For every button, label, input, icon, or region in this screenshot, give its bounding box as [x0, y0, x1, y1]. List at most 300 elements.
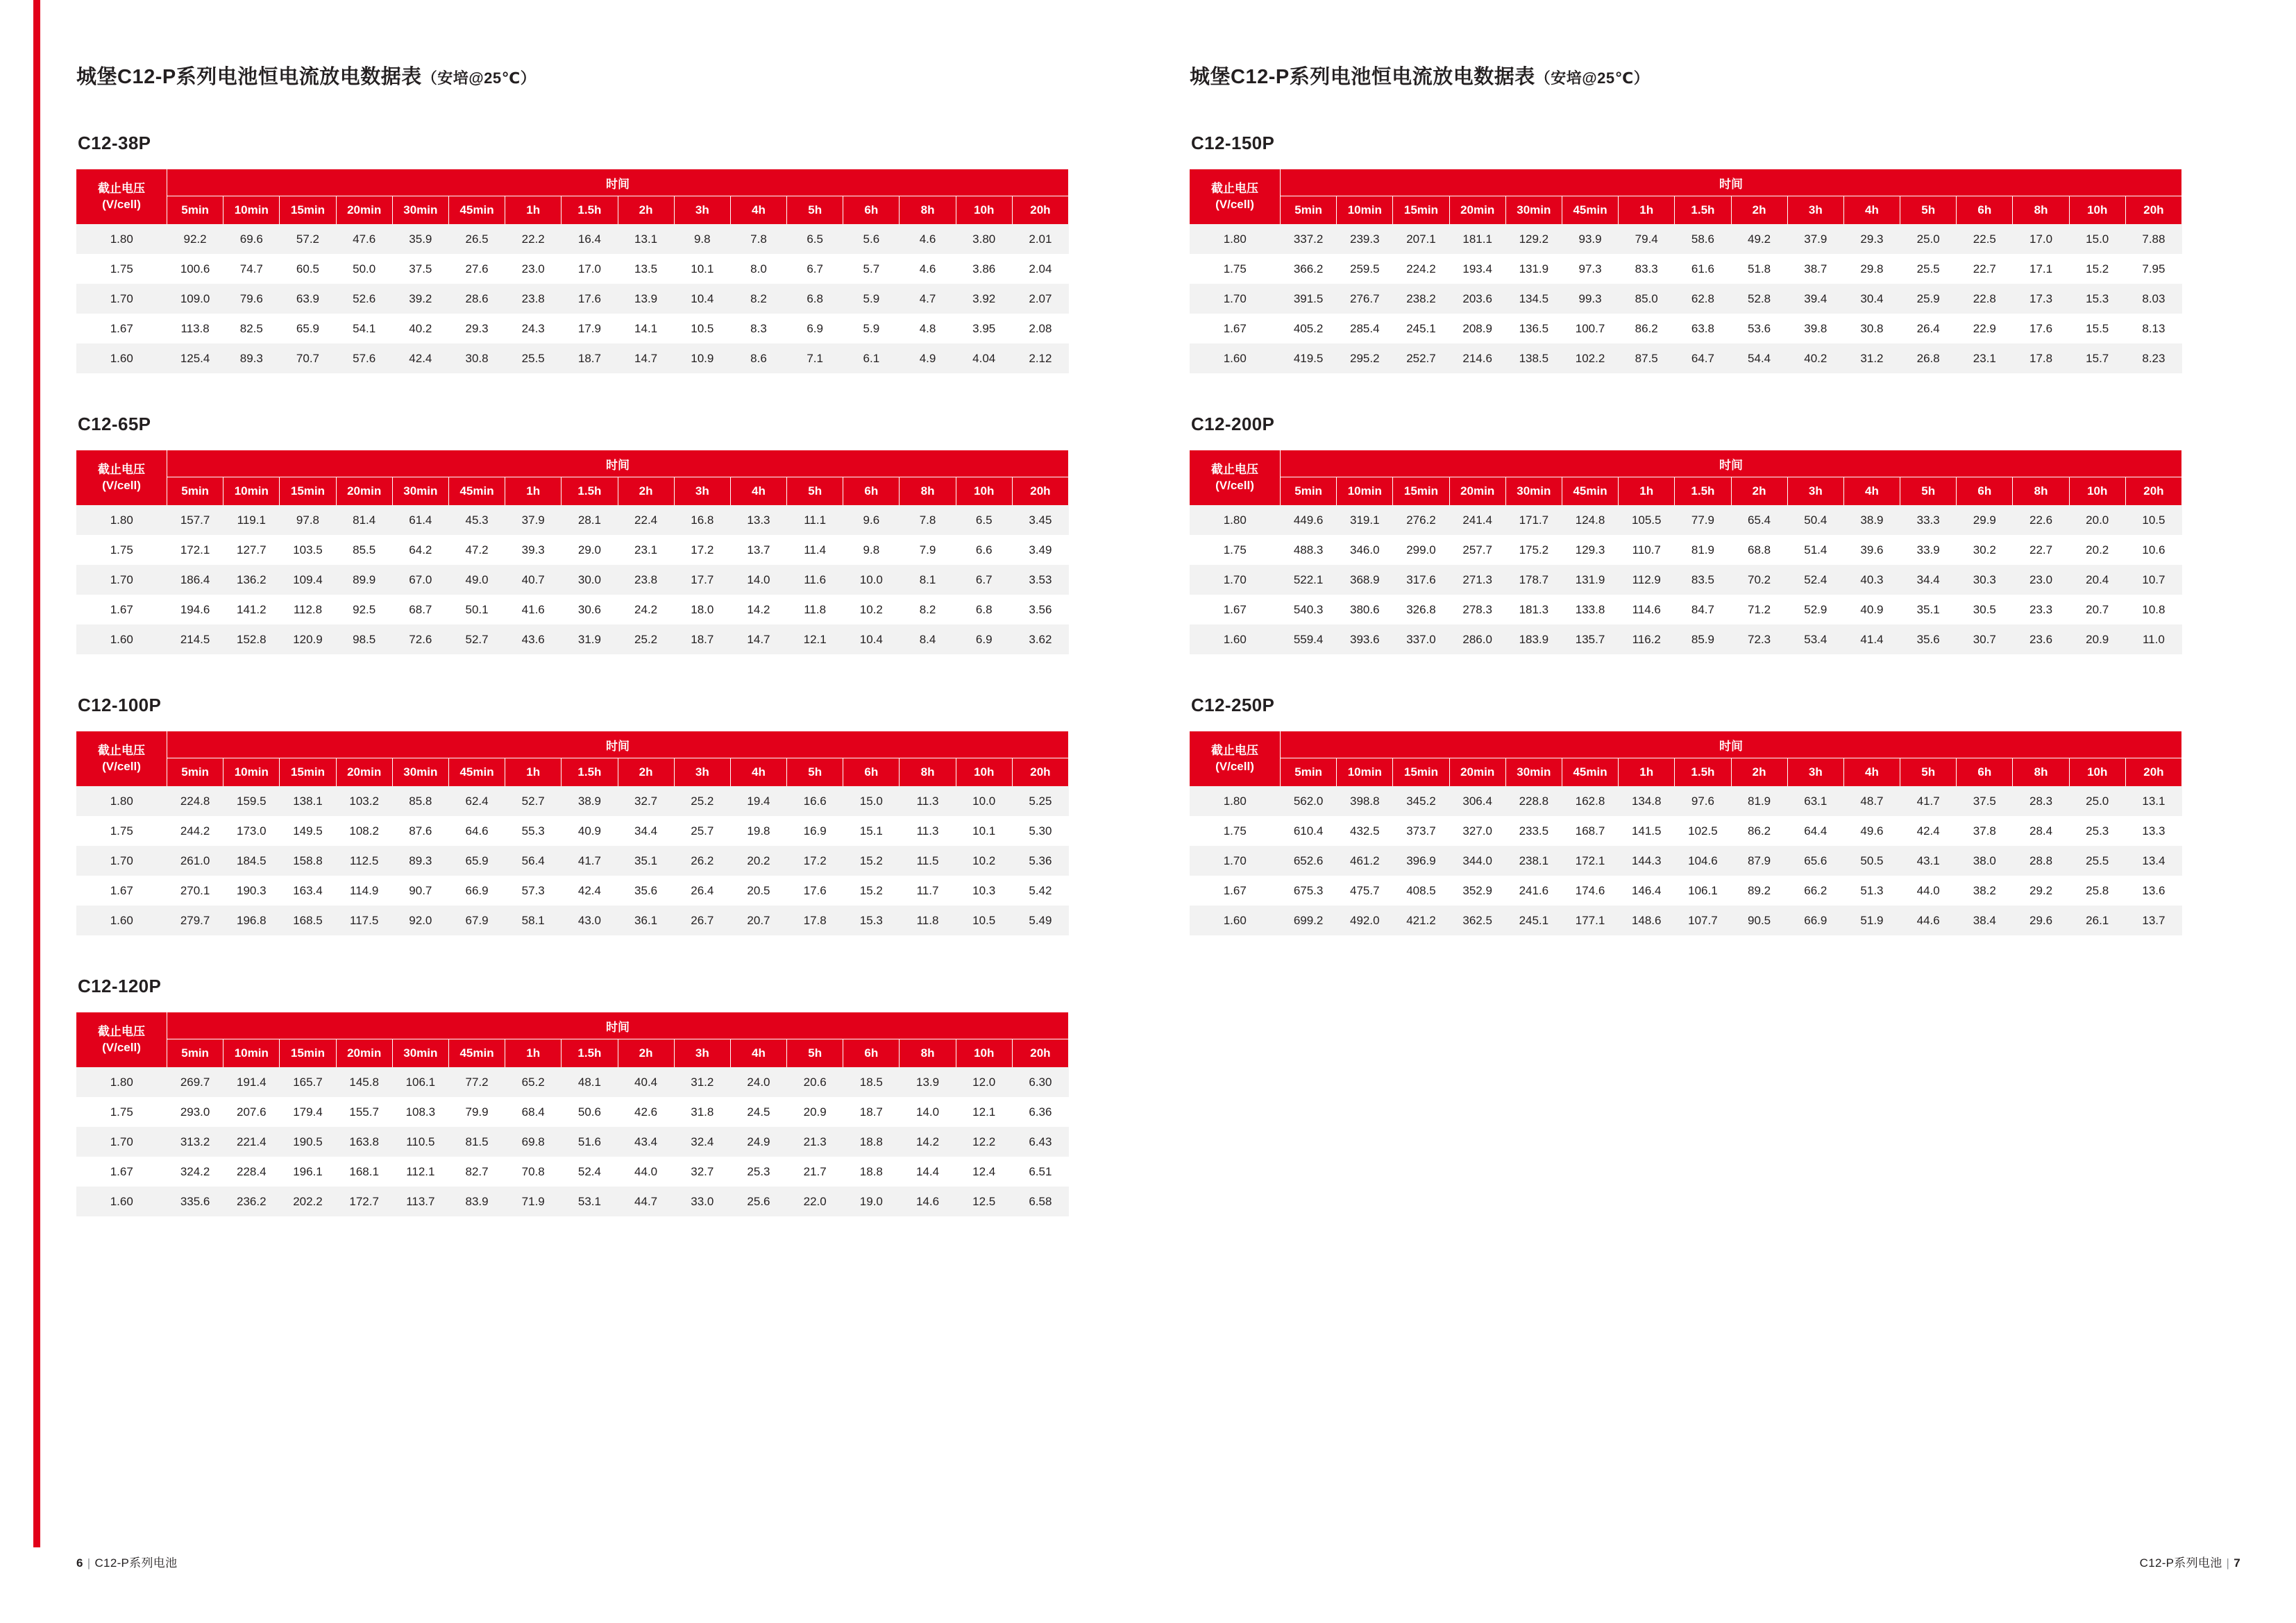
current-value-cell: 87.6: [392, 816, 448, 846]
current-value-cell: 92.0: [392, 906, 448, 935]
current-value-cell: 6.8: [787, 284, 843, 314]
time-column-header: 45min: [1562, 758, 1618, 787]
current-value-cell: 207.1: [1393, 224, 1449, 254]
current-value-cell: 6.7: [956, 565, 1012, 595]
current-value-cell: 89.9: [336, 565, 392, 595]
current-value-cell: 127.7: [223, 535, 280, 565]
current-value-cell: 3.49: [1012, 535, 1068, 565]
current-value-cell: 421.2: [1393, 906, 1449, 935]
cutoff-voltage-cell: 1.80: [76, 1067, 167, 1097]
cutoff-voltage-cell: 1.80: [1190, 505, 1281, 535]
current-value-cell: 33.3: [1900, 505, 1957, 535]
current-value-cell: 293.0: [167, 1097, 223, 1127]
current-value-cell: 25.0: [1900, 224, 1957, 254]
current-value-cell: 327.0: [1449, 816, 1505, 846]
cutoff-voltage-cell: 1.67: [1190, 595, 1281, 624]
current-value-cell: 62.4: [448, 786, 505, 816]
table-model-heading-4: C12-150P: [1191, 133, 1275, 153]
current-value-cell: 97.6: [1675, 786, 1731, 816]
current-value-cell: 81.9: [1675, 535, 1731, 565]
current-value-cell: 23.8: [618, 565, 674, 595]
time-column-header: 45min: [1562, 477, 1618, 506]
current-value-cell: 221.4: [223, 1127, 280, 1157]
current-value-cell: 28.3: [2013, 786, 2069, 816]
current-value-cell: 236.2: [223, 1187, 280, 1216]
time-column-header: 5min: [167, 477, 223, 506]
time-column-header: 20min: [1449, 477, 1505, 506]
time-column-header: 1h: [505, 758, 562, 787]
current-value-cell: 52.7: [448, 624, 505, 654]
current-value-cell: 28.4: [2013, 816, 2069, 846]
current-value-cell: 53.4: [1787, 624, 1843, 654]
current-value-cell: 2.01: [1012, 224, 1068, 254]
cutoff-voltage-cell: 1.75: [76, 816, 167, 846]
time-column-header: 30min: [1505, 758, 1562, 787]
current-value-cell: 64.4: [1787, 816, 1843, 846]
time-column-header: 10h: [956, 758, 1012, 787]
time-column-header: 3h: [1787, 477, 1843, 506]
current-value-cell: 313.2: [167, 1127, 223, 1157]
current-value-cell: 52.9: [1787, 595, 1843, 624]
table-row: [76, 786, 1069, 816]
current-value-cell: 9.8: [674, 224, 730, 254]
current-value-cell: 368.9: [1337, 565, 1393, 595]
current-value-cell: 114.9: [336, 876, 392, 906]
cutoff-voltage-header: 截止电压 (V/cell): [76, 731, 167, 786]
current-value-cell: 2.08: [1012, 314, 1068, 343]
current-value-cell: 66.2: [1787, 876, 1843, 906]
time-column-header: 15min: [1393, 477, 1449, 506]
current-value-cell: 214.5: [167, 624, 223, 654]
current-value-cell: 14.1: [618, 314, 674, 343]
current-value-cell: 245.1: [1505, 906, 1562, 935]
current-value-cell: 64.7: [1675, 343, 1731, 373]
current-value-cell: 74.7: [223, 254, 280, 284]
current-value-cell: 8.23: [2125, 343, 2181, 373]
current-value-cell: 92.5: [336, 595, 392, 624]
current-value-cell: 86.2: [1731, 816, 1787, 846]
current-value-cell: 194.6: [167, 595, 223, 624]
cutoff-voltage-header: 截止电压 (V/cell): [76, 1012, 167, 1067]
discharge-table-1: [76, 450, 1127, 654]
cutoff-voltage-cell: 1.67: [76, 1157, 167, 1187]
time-column-header: 5h: [1900, 758, 1957, 787]
current-value-cell: 89.2: [1731, 876, 1787, 906]
current-value-cell: 39.8: [1787, 314, 1843, 343]
table-row: [76, 254, 1069, 284]
current-value-cell: 12.1: [787, 624, 843, 654]
footer-left-separator: |: [87, 1556, 91, 1570]
current-value-cell: 85.0: [1619, 284, 1675, 314]
current-value-cell: 20.2: [2069, 535, 2125, 565]
current-value-cell: 38.0: [1957, 846, 2013, 876]
current-value-cell: 141.2: [223, 595, 280, 624]
time-column-header: 10min: [223, 196, 280, 225]
current-value-cell: 344.0: [1449, 846, 1505, 876]
current-value-cell: 70.8: [505, 1157, 562, 1187]
cutoff-voltage-cell: 1.60: [76, 343, 167, 373]
current-value-cell: 31.9: [562, 624, 618, 654]
current-value-cell: 461.2: [1337, 846, 1393, 876]
time-column-header: 30min: [392, 196, 448, 225]
current-value-cell: 57.6: [336, 343, 392, 373]
current-value-cell: 6.9: [956, 624, 1012, 654]
current-value-cell: 65.9: [280, 314, 336, 343]
current-value-cell: 10.2: [956, 846, 1012, 876]
time-column-header: 10min: [1337, 477, 1393, 506]
current-value-cell: 26.8: [1900, 343, 1957, 373]
current-value-cell: 10.5: [674, 314, 730, 343]
current-value-cell: 14.2: [900, 1127, 956, 1157]
current-value-cell: 14.7: [618, 343, 674, 373]
current-value-cell: 269.7: [167, 1067, 223, 1097]
cutoff-voltage-cell: 1.60: [76, 906, 167, 935]
current-value-cell: 68.7: [392, 595, 448, 624]
current-value-cell: 31.2: [674, 1067, 730, 1097]
cutoff-voltage-cell: 1.70: [76, 284, 167, 314]
current-value-cell: 48.1: [562, 1067, 618, 1097]
time-column-header: 45min: [1562, 196, 1618, 225]
current-value-cell: 391.5: [1281, 284, 1337, 314]
current-value-cell: 10.1: [956, 816, 1012, 846]
current-value-cell: 97.3: [1562, 254, 1618, 284]
current-value-cell: 6.9: [787, 314, 843, 343]
current-value-cell: 432.5: [1337, 816, 1393, 846]
time-column-header: 30min: [392, 758, 448, 787]
current-value-cell: 83.9: [448, 1187, 505, 1216]
current-value-cell: 104.6: [1675, 846, 1731, 876]
left-page-title-sub: （安培@25℃）: [421, 69, 537, 87]
current-value-cell: 40.3: [1843, 565, 1900, 595]
table-row: [76, 846, 1069, 876]
current-value-cell: 11.5: [900, 846, 956, 876]
current-value-cell: 562.0: [1281, 786, 1337, 816]
current-value-cell: 15.0: [2069, 224, 2125, 254]
current-value-cell: 32.7: [674, 1157, 730, 1187]
time-column-header: 45min: [448, 758, 505, 787]
time-column-header: 20h: [1012, 196, 1068, 225]
current-value-cell: 14.0: [900, 1097, 956, 1127]
current-value-cell: 38.4: [1957, 906, 2013, 935]
current-value-cell: 13.4: [2125, 846, 2181, 876]
current-value-cell: 8.4: [900, 624, 956, 654]
table-row: [76, 505, 1069, 535]
current-value-cell: 45.3: [448, 505, 505, 535]
time-column-header: 45min: [448, 477, 505, 506]
current-value-cell: 37.5: [1957, 786, 2013, 816]
current-value-cell: 10.6: [2125, 535, 2181, 565]
current-value-cell: 116.2: [1619, 624, 1675, 654]
current-value-cell: 10.4: [674, 284, 730, 314]
current-value-cell: 276.2: [1393, 505, 1449, 535]
current-value-cell: 38.2: [1957, 876, 2013, 906]
time-column-header: 10min: [223, 1039, 280, 1068]
current-value-cell: 17.7: [674, 565, 730, 595]
current-value-cell: 345.2: [1393, 786, 1449, 816]
current-value-cell: 183.9: [1505, 624, 1562, 654]
time-column-header: 2h: [618, 477, 674, 506]
time-column-header: 2h: [618, 1039, 674, 1068]
current-value-cell: 70.7: [280, 343, 336, 373]
current-value-cell: 112.1: [392, 1157, 448, 1187]
current-value-cell: 22.2: [505, 224, 562, 254]
current-value-cell: 171.7: [1505, 505, 1562, 535]
current-value-cell: 71.9: [505, 1187, 562, 1216]
current-value-cell: 11.4: [787, 535, 843, 565]
cutoff-voltage-cell: 1.70: [1190, 846, 1281, 876]
current-value-cell: 18.7: [674, 624, 730, 654]
table-row: [76, 816, 1069, 846]
current-value-cell: 14.4: [900, 1157, 956, 1187]
time-column-header: 20h: [1012, 1039, 1068, 1068]
table-row: [76, 906, 1069, 935]
current-value-cell: 108.2: [336, 816, 392, 846]
current-value-cell: 362.5: [1449, 906, 1505, 935]
current-value-cell: 52.4: [562, 1157, 618, 1187]
current-value-cell: 28.8: [2013, 846, 2069, 876]
current-value-cell: 488.3: [1281, 535, 1337, 565]
current-value-cell: 3.62: [1012, 624, 1068, 654]
cutoff-voltage-cell: 1.60: [1190, 343, 1281, 373]
current-value-cell: 25.5: [1900, 254, 1957, 284]
current-value-cell: 40.4: [618, 1067, 674, 1097]
current-value-cell: 20.4: [2069, 565, 2125, 595]
current-value-cell: 15.7: [2069, 343, 2125, 373]
current-value-cell: 30.2: [1957, 535, 2013, 565]
current-value-cell: 12.1: [956, 1097, 1012, 1127]
current-value-cell: 163.4: [280, 876, 336, 906]
time-column-header: 45min: [448, 196, 505, 225]
current-value-cell: 44.6: [1900, 906, 1957, 935]
table-row: [1190, 816, 2182, 846]
current-value-cell: 15.0: [843, 786, 900, 816]
current-value-cell: 396.9: [1393, 846, 1449, 876]
current-value-cell: 12.4: [956, 1157, 1012, 1187]
current-value-cell: 11.3: [900, 786, 956, 816]
time-column-header: 5h: [1900, 196, 1957, 225]
time-column-header: 8h: [2013, 758, 2069, 787]
table-row: [1190, 505, 2182, 535]
current-value-cell: 50.5: [1843, 846, 1900, 876]
cutoff-voltage-cell: 1.67: [76, 595, 167, 624]
current-value-cell: 40.7: [505, 565, 562, 595]
current-value-cell: 15.3: [2069, 284, 2125, 314]
current-value-cell: 4.6: [900, 224, 956, 254]
current-value-cell: 41.6: [505, 595, 562, 624]
current-value-cell: 22.4: [618, 505, 674, 535]
cutoff-voltage-cell: 1.75: [76, 535, 167, 565]
current-value-cell: 306.4: [1449, 786, 1505, 816]
current-value-cell: 29.6: [2013, 906, 2069, 935]
current-value-cell: 7.8: [730, 224, 786, 254]
current-value-cell: 68.4: [505, 1097, 562, 1127]
current-value-cell: 168.1: [336, 1157, 392, 1187]
current-value-cell: 25.3: [730, 1157, 786, 1187]
current-value-cell: 15.2: [843, 846, 900, 876]
time-column-header: 6h: [843, 1039, 900, 1068]
current-value-cell: 23.3: [2013, 595, 2069, 624]
discharge-current-table: [1190, 169, 2182, 373]
current-value-cell: 87.9: [1731, 846, 1787, 876]
current-value-cell: 8.1: [900, 565, 956, 595]
current-value-cell: 113.7: [392, 1187, 448, 1216]
current-value-cell: 5.9: [843, 284, 900, 314]
footer-left-page-number: 6: [76, 1556, 83, 1570]
footer-left-label: C12-P系列电池: [94, 1556, 178, 1570]
current-value-cell: 366.2: [1281, 254, 1337, 284]
current-value-cell: 193.4: [1449, 254, 1505, 284]
current-value-cell: 8.13: [2125, 314, 2181, 343]
current-value-cell: 16.4: [562, 224, 618, 254]
current-value-cell: 131.9: [1505, 254, 1562, 284]
current-value-cell: 67.9: [448, 906, 505, 935]
current-value-cell: 3.45: [1012, 505, 1068, 535]
time-column-header: 20min: [336, 1039, 392, 1068]
current-value-cell: 22.6: [2013, 505, 2069, 535]
table-row: [76, 535, 1069, 565]
table-row: [1190, 876, 2182, 906]
table-model-heading-3: C12-120P: [78, 976, 162, 996]
time-column-header: 2h: [1731, 196, 1787, 225]
current-value-cell: 393.6: [1337, 624, 1393, 654]
current-value-cell: 35.1: [618, 846, 674, 876]
current-value-cell: 4.6: [900, 254, 956, 284]
current-value-cell: 66.9: [1787, 906, 1843, 935]
current-value-cell: 38.9: [1843, 505, 1900, 535]
current-value-cell: 4.9: [900, 343, 956, 373]
current-value-cell: 63.1: [1787, 786, 1843, 816]
current-value-cell: 165.7: [280, 1067, 336, 1097]
current-value-cell: 559.4: [1281, 624, 1337, 654]
current-value-cell: 398.8: [1337, 786, 1393, 816]
current-value-cell: 12.5: [956, 1187, 1012, 1216]
current-value-cell: 6.5: [956, 505, 1012, 535]
current-value-cell: 405.2: [1281, 314, 1337, 343]
current-value-cell: 30.8: [1843, 314, 1900, 343]
current-value-cell: 317.6: [1393, 565, 1449, 595]
current-value-cell: 3.92: [956, 284, 1012, 314]
time-column-header: 4h: [730, 758, 786, 787]
current-value-cell: 5.9: [843, 314, 900, 343]
current-value-cell: 35.9: [392, 224, 448, 254]
current-value-cell: 23.0: [505, 254, 562, 284]
current-value-cell: 21.3: [787, 1127, 843, 1157]
current-value-cell: 6.7: [787, 254, 843, 284]
current-value-cell: 19.0: [843, 1187, 900, 1216]
current-value-cell: 26.5: [448, 224, 505, 254]
current-value-cell: 125.4: [167, 343, 223, 373]
current-value-cell: 26.1: [2069, 906, 2125, 935]
current-value-cell: 136.5: [1505, 314, 1562, 343]
current-value-cell: 85.8: [392, 786, 448, 816]
left-page-title: [76, 61, 1127, 90]
current-value-cell: 5.30: [1012, 816, 1068, 846]
time-column-header: 1h: [505, 477, 562, 506]
current-value-cell: 7.88: [2125, 224, 2181, 254]
current-value-cell: 19.4: [730, 786, 786, 816]
time-column-header: 5h: [787, 1039, 843, 1068]
current-value-cell: 112.9: [1619, 565, 1675, 595]
current-value-cell: 10.4: [843, 624, 900, 654]
current-value-cell: 24.3: [505, 314, 562, 343]
current-value-cell: 25.7: [674, 816, 730, 846]
current-value-cell: 81.5: [448, 1127, 505, 1157]
current-value-cell: 61.4: [392, 505, 448, 535]
current-value-cell: 92.2: [167, 224, 223, 254]
current-value-cell: 90.7: [392, 876, 448, 906]
current-value-cell: 26.4: [1900, 314, 1957, 343]
current-value-cell: 278.3: [1449, 595, 1505, 624]
current-value-cell: 7.95: [2125, 254, 2181, 284]
current-value-cell: 17.1: [2013, 254, 2069, 284]
current-value-cell: 83.3: [1619, 254, 1675, 284]
current-value-cell: 44.0: [618, 1157, 674, 1187]
current-value-cell: 27.6: [448, 254, 505, 284]
cutoff-voltage-cell: 1.67: [76, 876, 167, 906]
current-value-cell: 17.0: [562, 254, 618, 284]
cutoff-voltage-cell: 1.60: [76, 1187, 167, 1216]
current-value-cell: 82.5: [223, 314, 280, 343]
current-value-cell: 238.2: [1393, 284, 1449, 314]
current-value-cell: 190.5: [280, 1127, 336, 1157]
discharge-table-5: [1190, 450, 2240, 654]
current-value-cell: 64.6: [448, 816, 505, 846]
current-value-cell: 58.1: [505, 906, 562, 935]
right-page-title: [1190, 61, 2240, 90]
current-value-cell: 29.3: [448, 314, 505, 343]
current-value-cell: 6.43: [1012, 1127, 1068, 1157]
current-value-cell: 103.5: [280, 535, 336, 565]
current-value-cell: 178.7: [1505, 565, 1562, 595]
cutoff-voltage-cell: 1.67: [76, 314, 167, 343]
time-group-header: 时间: [167, 450, 1069, 477]
cutoff-voltage-cell: 1.60: [1190, 906, 1281, 935]
current-value-cell: 20.0: [2069, 505, 2125, 535]
current-value-cell: 50.0: [336, 254, 392, 284]
current-value-cell: 3.56: [1012, 595, 1068, 624]
table-row: [1190, 595, 2182, 624]
current-value-cell: 10.1: [674, 254, 730, 284]
time-group-header: 时间: [1281, 450, 2182, 477]
current-value-cell: 120.9: [280, 624, 336, 654]
current-value-cell: 17.6: [562, 284, 618, 314]
time-column-header: 4h: [730, 477, 786, 506]
current-value-cell: 152.8: [223, 624, 280, 654]
current-value-cell: 23.0: [2013, 565, 2069, 595]
current-value-cell: 40.9: [1843, 595, 1900, 624]
current-value-cell: 6.36: [1012, 1097, 1068, 1127]
current-value-cell: 239.3: [1337, 224, 1393, 254]
discharge-current-table: [1190, 731, 2182, 935]
current-value-cell: 337.0: [1393, 624, 1449, 654]
current-value-cell: 53.1: [562, 1187, 618, 1216]
current-value-cell: 224.2: [1393, 254, 1449, 284]
current-value-cell: 25.0: [2069, 786, 2125, 816]
current-value-cell: 109.0: [167, 284, 223, 314]
cutoff-voltage-cell: 1.75: [76, 1097, 167, 1127]
current-value-cell: 37.5: [392, 254, 448, 284]
current-value-cell: 7.1: [787, 343, 843, 373]
current-value-cell: 18.8: [843, 1127, 900, 1157]
current-value-cell: 24.2: [618, 595, 674, 624]
current-value-cell: 149.5: [280, 816, 336, 846]
current-value-cell: 22.7: [1957, 254, 2013, 284]
cutoff-voltage-cell: 1.80: [1190, 786, 1281, 816]
current-value-cell: 89.3: [223, 343, 280, 373]
current-value-cell: 146.4: [1619, 876, 1675, 906]
current-value-cell: 610.4: [1281, 816, 1337, 846]
current-value-cell: 36.1: [618, 906, 674, 935]
